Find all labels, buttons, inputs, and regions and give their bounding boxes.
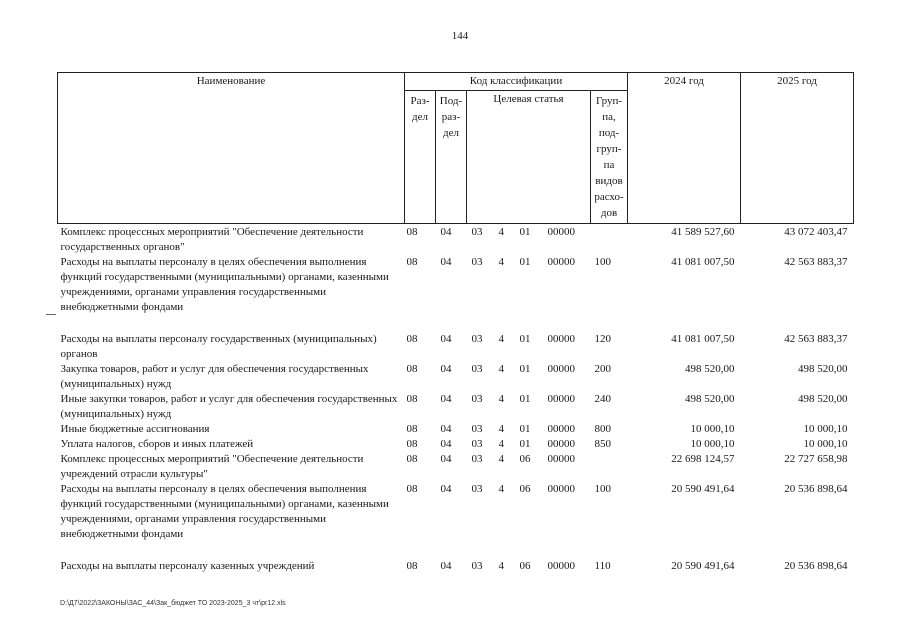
row-amount-2025: 10 000,10: [803, 438, 848, 450]
row-codes: [405, 332, 628, 362]
table-row: [58, 437, 854, 452]
scan-mark: [46, 314, 56, 315]
code-vid-raskhodov: 240: [594, 393, 611, 405]
row-amount-2024: 10 000,10: [690, 438, 735, 450]
code-podrazdel: 04: [440, 256, 452, 268]
row-amount-2024: 498 520,00: [685, 393, 735, 405]
code-razdel: 08: [406, 363, 418, 375]
row-amount-2024: 41 081 007,50: [671, 256, 735, 268]
code-razdel: 08: [406, 226, 418, 238]
code-vid-raskhodov: 100: [594, 483, 611, 495]
row-name: Комплекс процессных мероприятий "Обеспечение деятельности государственных органов": [60, 226, 364, 253]
row-amount-2025: 42 563 883,37: [784, 256, 848, 268]
code-podrazdel: 04: [440, 453, 452, 465]
row-codes: [405, 255, 628, 315]
row-spacer: [58, 542, 854, 559]
code-podrazdel: 04: [440, 393, 452, 405]
row-amount-2025: 20 536 898,64: [784, 483, 848, 495]
header-tselevaya-statya: Целевая статья: [467, 91, 591, 224]
header-name: Наименование: [58, 73, 405, 224]
code-complex: 06: [519, 453, 531, 465]
code-direction: 00000: [547, 393, 575, 405]
row-amount-2025: 498 520,00: [798, 363, 848, 375]
row-amount-2024: 20 590 491,64: [671, 560, 735, 572]
code-complex: 01: [519, 333, 531, 345]
code-type: 4: [498, 483, 504, 495]
row-codes: [405, 482, 628, 542]
row-amount-2025: 22 727 658,98: [784, 453, 848, 465]
code-vid-raskhodov: 100: [594, 256, 611, 268]
code-direction: 00000: [547, 333, 575, 345]
code-direction: 00000: [547, 226, 575, 238]
code-podrazdel: 04: [440, 423, 452, 435]
code-complex: 06: [519, 483, 531, 495]
table-row: [58, 452, 854, 482]
header-code-classification: Код классификации: [405, 73, 628, 91]
code-complex: 01: [519, 438, 531, 450]
code-podrazdel: 04: [440, 333, 452, 345]
row-name: Расходы на выплаты персоналу государственных (муниципальных) органов: [60, 333, 377, 360]
row-codes: [405, 452, 628, 482]
code-vid-raskhodov: 120: [594, 333, 611, 345]
code-direction: 00000: [547, 363, 575, 375]
row-name: Иные закупки товаров, работ и услуг для обеспечения государственных (муниципальных) нужд: [60, 393, 398, 420]
code-razdel: 08: [406, 423, 418, 435]
code-program: 03: [471, 256, 483, 268]
code-complex: 01: [519, 393, 531, 405]
code-program: 03: [471, 438, 483, 450]
row-name: Расходы на выплаты персоналу в целях обеспечения выполнения функций государственными (муниципальными) органами, казенными учреждениями, органами управления государственными внебюджетными фондами: [60, 256, 389, 313]
code-direction: 00000: [547, 438, 575, 450]
code-podrazdel: 04: [440, 226, 452, 238]
table-row: [58, 362, 854, 392]
table-row: [58, 422, 854, 437]
row-amount-2025: 10 000,10: [803, 423, 848, 435]
row-amount-2024: 22 698 124,57: [671, 453, 735, 465]
row-spacer: [58, 315, 854, 332]
code-direction: 00000: [547, 483, 575, 495]
code-razdel: 08: [406, 393, 418, 405]
code-razdel: 08: [406, 483, 418, 495]
code-type: 4: [498, 438, 504, 450]
row-name: Закупка товаров, работ и услуг для обеспечения государственных (муниципальных) нужд: [60, 363, 369, 390]
table-row: [58, 559, 854, 574]
code-type: 4: [498, 393, 504, 405]
code-complex: 01: [519, 226, 531, 238]
code-direction: 00000: [547, 560, 575, 572]
row-amount-2025: 20 536 898,64: [784, 560, 848, 572]
row-name: Комплекс процессных мероприятий "Обеспечение деятельности учреждений отрасли культуры": [60, 453, 364, 480]
code-program: 03: [471, 393, 483, 405]
row-codes: [405, 362, 628, 392]
footer-file-path: D:\Д7\2022\ЗАКОНЫ\ЗАС_44\Зак_бюджет ТО 2023-2025_3 чт\pr12.xls: [60, 600, 286, 607]
row-amount-2024: 41 081 007,50: [671, 333, 735, 345]
row-codes: [405, 422, 628, 437]
code-podrazdel: 04: [440, 483, 452, 495]
code-complex: 06: [519, 560, 531, 572]
code-podrazdel: 04: [440, 560, 452, 572]
code-program: 03: [471, 560, 483, 572]
code-direction: 00000: [547, 453, 575, 465]
code-razdel: 08: [406, 560, 418, 572]
code-type: 4: [498, 560, 504, 572]
page-number: 144: [451, 30, 469, 42]
row-amount-2025: 498 520,00: [798, 393, 848, 405]
row-codes: [405, 392, 628, 422]
table-row: [58, 482, 854, 542]
row-name: Расходы на выплаты персоналу казенных учреждений: [60, 560, 315, 572]
code-vid-raskhodov: 800: [594, 423, 611, 435]
header-gruppa-vidov-raskhodov: Груп-па, под-груп-па видов расхо-дов: [591, 91, 628, 224]
row-amount-2025: 43 072 403,47: [784, 226, 848, 238]
code-vid-raskhodov: 200: [594, 363, 611, 375]
row-amount-2024: 41 589 527,60: [671, 226, 735, 238]
code-program: 03: [471, 483, 483, 495]
code-program: 03: [471, 333, 483, 345]
code-razdel: 08: [406, 256, 418, 268]
header-podrazdel: Под-раз-дел: [436, 91, 467, 224]
row-amount-2024: 498 520,00: [685, 363, 735, 375]
code-type: 4: [498, 333, 504, 345]
row-amount-2025: 42 563 883,37: [784, 333, 848, 345]
code-complex: 01: [519, 256, 531, 268]
code-complex: 01: [519, 363, 531, 375]
code-type: 4: [498, 363, 504, 375]
table-row: [58, 332, 854, 362]
row-name: Уплата налогов, сборов и иных платежей: [60, 438, 254, 450]
code-podrazdel: 04: [440, 363, 452, 375]
code-direction: 00000: [547, 423, 575, 435]
code-vid-raskhodov: 850: [594, 438, 611, 450]
code-program: 03: [471, 423, 483, 435]
code-program: 03: [471, 226, 483, 238]
header-razdel: Раз-дел: [405, 91, 436, 224]
table-row: [58, 255, 854, 315]
row-name: Расходы на выплаты персоналу в целях обеспечения выполнения функций государственными (муниципальными) органами, казенными учреждениями, органами управления государственными внебюджетными фондами: [60, 483, 389, 540]
code-program: 03: [471, 363, 483, 375]
row-codes: [405, 559, 628, 574]
code-type: 4: [498, 423, 504, 435]
table-row: [58, 224, 854, 256]
row-codes: [405, 437, 628, 452]
code-razdel: 08: [406, 333, 418, 345]
header-year-2024: 2024 год: [628, 73, 741, 224]
code-type: 4: [498, 256, 504, 268]
code-razdel: 08: [406, 453, 418, 465]
code-vid-raskhodov: 110: [594, 560, 611, 572]
code-razdel: 08: [406, 438, 418, 450]
row-name: Иные бюджетные ассигнования: [60, 423, 210, 435]
row-amount-2024: 10 000,10: [690, 423, 735, 435]
row-amount-2024: 20 590 491,64: [671, 483, 735, 495]
table-body: [58, 224, 854, 575]
budget-table: [57, 72, 854, 574]
code-podrazdel: 04: [440, 438, 452, 450]
code-direction: 00000: [547, 256, 575, 268]
header-year-2025: 2025 год: [741, 73, 854, 224]
code-program: 03: [471, 453, 483, 465]
code-complex: 01: [519, 423, 531, 435]
table-row: [58, 392, 854, 422]
row-codes: [405, 224, 628, 256]
code-type: 4: [498, 453, 504, 465]
code-type: 4: [498, 226, 504, 238]
